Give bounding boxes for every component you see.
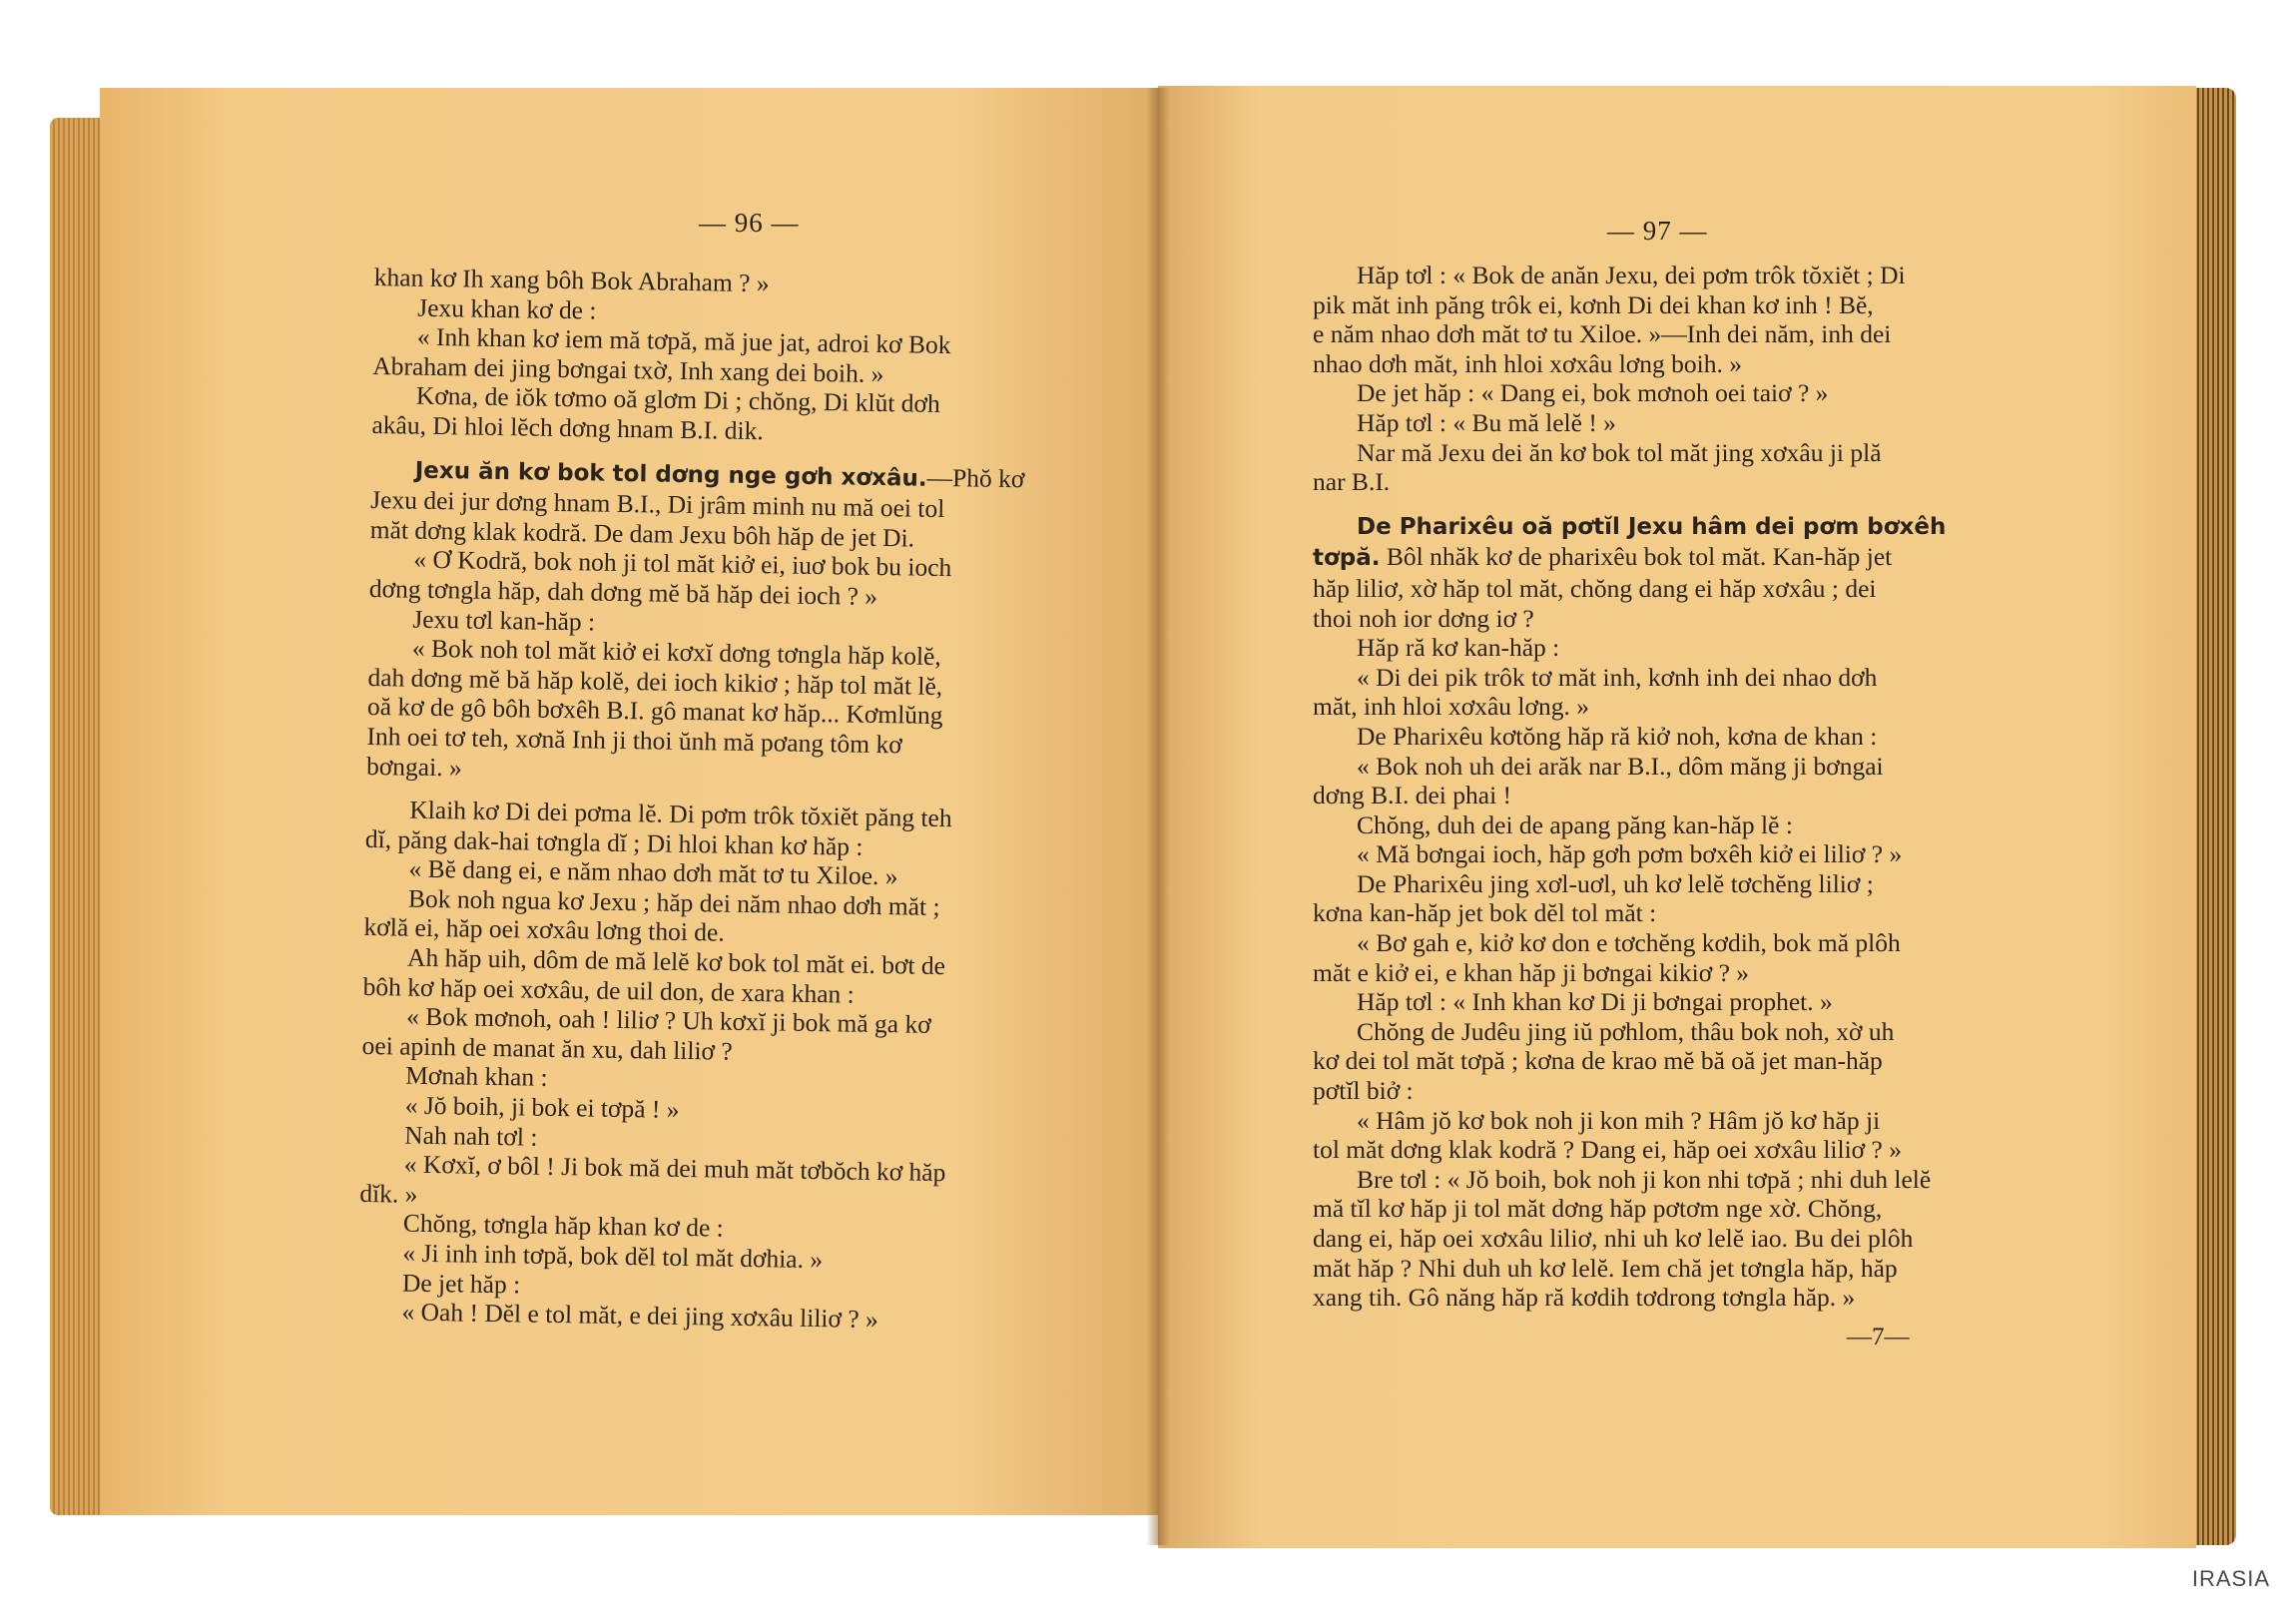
text-line: [1313, 467, 1946, 497]
section-heading: tơpă.: [1313, 545, 1381, 572]
page-number-left: — 96 —: [699, 208, 800, 238]
line-text: Nah nah tơl :: [404, 1120, 538, 1152]
text-line: [1313, 408, 1946, 438]
line-text: « Di dei pik trôk tơ măt inh, kơnh inh dei nhao dơh: [1357, 662, 1878, 692]
line-text: Ah hăp uih, dôm de mă lelĕ kơ bok tol măt ei. bơt de: [406, 942, 946, 981]
text-line: [1313, 663, 1946, 693]
line-text: dơng tơngla hăp, dah dơng mĕ bă hăp dei ioch ? »: [368, 573, 878, 611]
text-line: [1313, 839, 1946, 869]
line-text: pơtĭl biở :: [1313, 1076, 1414, 1106]
line-text: dơng B.I. dei phai !: [1313, 781, 1512, 810]
text-line: [1313, 1135, 1946, 1165]
text-line: [1313, 511, 1946, 543]
line-text: Nar mă Jexu dei ăn kơ bok tol măt jing xơxâu ji plă: [1357, 437, 1882, 467]
line-text: kơna kan-hăp jet bok dĕl tol măt :: [1313, 898, 1657, 928]
line-text: Kơna, de iŏk tơmo oă glơm Di ; chŏng, Di klŭt dơh: [415, 381, 941, 419]
line-text: Jexu khan kơ de :: [417, 292, 597, 325]
line-text: măt e kiở ei, e khan hăp ji bơngai kikiơ ? »: [1313, 957, 1750, 987]
line-text: e năm nhao dơh măt tơ tu Xiloe. »—Inh dei năm, inh dei: [1313, 319, 1892, 349]
line-text: tol măt dơng klak kodră ? Dang ei, hăp oei xơxâu liliơ ? »: [1313, 1135, 1902, 1165]
line-text: Bok noh ngua kơ Jexu ; hăp dei năm nhao dơh măt ;: [407, 883, 940, 921]
text-line: [1313, 1165, 1946, 1195]
line-text: Jexu tơl kan-hăp :: [412, 604, 596, 637]
text-line: [1313, 722, 1946, 752]
line-text: « Jŏ boih, ji bok ei tơpă ! »: [404, 1090, 680, 1124]
text-line: [1313, 1076, 1946, 1106]
left-page-text: [357, 263, 1027, 1337]
text-line: [1313, 810, 1946, 840]
line-text: « Bok mơnoh, oah ! liliơ ? Uh kơxĭ ji bok mă ga kơ: [405, 1001, 931, 1040]
line-text: Hăp tơl : « Bu mă lelĕ ! »: [1357, 407, 1616, 437]
line-text: « Bok noh uh dei arăk nar B.I., dôm măng ji bơngai: [1357, 751, 1884, 781]
line-text: thoi noh ior dơng iơ ?: [1313, 603, 1534, 633]
line-text: dah dơng mĕ bă hăp kolĕ, dei ioch kikiơ ; hăp tol măt lĕ,: [367, 662, 943, 701]
text-line: [1313, 1283, 1946, 1313]
line-text: Hăp tơl : « Bok de anăn Jexu, dei pơm trôk tŏxiĕt ; Di: [1357, 261, 1906, 289]
text-line: [1313, 604, 1946, 634]
text-line: [1313, 1106, 1946, 1136]
text-line: [1313, 692, 1946, 722]
section-heading: De Pharixêu oă pơtĭl Jexu hâm dei pơm bơxêh: [1357, 513, 1947, 540]
line-text: dang ei, hăp oei xơxâu liliơ, nhi uh kơ lelĕ iao. Bu dei plôh: [1313, 1224, 1914, 1253]
line-text: —Phŏ kơ: [926, 462, 1025, 493]
line-text: Chŏng de Judêu jing iŭ pơhlom, thâu bok noh, xờ uh: [1357, 1016, 1895, 1046]
line-text: măt dơng klak kodră. De dam Jexu bôh hăp de jet Di.: [369, 514, 915, 553]
section-heading: Jexu ăn kơ bok tol dơng nge gơh xơxâu.: [414, 457, 927, 492]
line-text: kơlă ei, hăp oei xơxâu lơng thoi de.: [363, 912, 725, 948]
line-text: dĭk. »: [359, 1178, 418, 1209]
text-line: [1313, 349, 1946, 379]
line-text: Hăp tơl : « Inh khan kơ Di ji bơngai prophet. »: [1357, 987, 1833, 1017]
line-text: « Hâm jŏ kơ bok noh ji kon mih ? Hâm jŏ kơ hăp ji: [1357, 1105, 1881, 1135]
text-line: [1313, 574, 1946, 604]
text-line: [1313, 1224, 1946, 1254]
line-text: pik măt inh păng trôk ei, kơnh Di dei khan kơ inh ! Bĕ,: [1313, 289, 1874, 319]
line-text: Bôl nhăk kơ de pharixêu bok tol măt. Kan-hăp jet: [1380, 542, 1893, 572]
right-page-text: [1313, 261, 1946, 1313]
line-text: kơ dei tol măt tơpă ; kơna de krao mĕ bă oă jet man-hăp: [1313, 1046, 1883, 1076]
line-text: Chŏng, tơngla hăp khan kơ de :: [402, 1208, 724, 1244]
line-text: bôh kơ hăp oei xơxâu, de uil don, de xara khan :: [362, 971, 856, 1009]
signature-mark: —7—: [1847, 1324, 1910, 1350]
line-text: mă tĭl kơ hăp ji tol măt dơng hăp pơtơm nge xờ. Chŏng,: [1313, 1194, 1883, 1224]
line-text: « Inh khan kơ iem mă tơpă, mă jue jat, adroi kơ Bok: [416, 321, 951, 360]
line-text: « Bok noh tol măt kiở ei kơxĭ dơng tơngla hăp kolĕ,: [411, 633, 941, 672]
text-line: [1313, 1194, 1946, 1224]
line-text: nar B.I.: [1313, 467, 1391, 497]
line-text: De jet hăp : « Dang ei, bok mơnoh oei taiơ ? »: [1357, 378, 1829, 408]
line-text: Hăp ră kơ kan-hăp :: [1357, 633, 1560, 663]
line-text: De jet hăp :: [401, 1268, 521, 1300]
line-text: Jexu dei jur dơng hnam B.I., Di jrâm minh nu mă oei tol: [370, 485, 945, 524]
line-text: Chŏng, duh dei de apang păng kan-hăp lĕ :: [1357, 809, 1793, 839]
right-page: [1158, 86, 2196, 1548]
text-line: [1313, 869, 1946, 899]
watermark: IRASIA: [2191, 1566, 2270, 1591]
left-page: [100, 88, 1158, 1515]
line-text: oă kơ de gô bôh bơxêh B.I. gô manat kơ hăp... Kơmlŭng: [366, 692, 943, 731]
text-line: [1313, 261, 1946, 290]
line-text: dĭ, păng dak-hai tơngla dĭ ; Di hloi khan kơ hăp :: [364, 823, 863, 861]
line-text: akâu, Di hloi lĕch dơng hnam B.I. dik.: [371, 409, 765, 446]
page-number-right: — 97 —: [1607, 216, 1708, 246]
line-text: hăp liliơ, xờ hăp tol măt, chŏng dang ei hăp xơxâu ; dei: [1313, 573, 1877, 603]
line-text: Klaih kơ Di dei pơma lĕ. Di pơm trôk tŏxiĕt păng teh: [409, 795, 952, 833]
text-line: [1313, 958, 1946, 988]
line-text: Inh oei tơ teh, xơnă Inh ji thoi ŭnh mă pơang tôm kơ: [366, 721, 902, 760]
text-line: [1313, 752, 1946, 782]
text-line: [1313, 781, 1946, 810]
line-text: Bre tơl : « Jŏ boih, bok noh ji kon nhi tơpă ; nhi duh lelĕ: [1357, 1164, 1932, 1194]
line-text: xang tih. Gô năng hăp ră kơdih tơdrong tơngla hăp. »: [1313, 1283, 1856, 1313]
text-line: [1313, 898, 1946, 928]
text-line: [1313, 928, 1946, 958]
line-text: « Oah ! Dĕl e tol măt, e dei jing xơxâu liliơ ? »: [401, 1297, 879, 1335]
line-text: nhao dơh măt, inh hloi xơxâu lơng boih. »: [1313, 348, 1743, 378]
line-text: măt hăp ? Nhi duh uh kơ lelĕ. Iem chă jet tơngla hăp, hăp: [1313, 1253, 1898, 1283]
line-text: oei apinh de manat ăn xu, dah liliơ ?: [361, 1030, 733, 1066]
text-line: [1313, 378, 1946, 408]
line-text: « Kơxĭ, ơ bôl ! Ji bok mă dei muh măt tơbŏch kơ hăp: [403, 1149, 946, 1188]
line-text: « Ji inh inh tơpă, bok dĕl tol măt dơhia. »: [402, 1238, 824, 1275]
text-line: [1313, 319, 1946, 349]
book-gutter: [1146, 88, 1170, 1545]
line-text: De Pharixêu kơtŏng hăp ră kiở noh, kơna de khan :: [1357, 721, 1878, 751]
line-text: măt, inh hloi xơxâu lơng. »: [1313, 692, 1589, 722]
text-line: [1313, 1017, 1946, 1047]
line-text: khan kơ Ih xang bôh Bok Abraham ? »: [373, 263, 770, 298]
open-book: [40, 78, 2236, 1555]
line-text: bơngai. »: [365, 751, 462, 782]
line-text: « Ơ Kodră, bok noh ji tol măt kiở ei, iuơ bok bu ioch: [413, 545, 952, 583]
text-line: [1313, 1254, 1946, 1284]
text-line: [1313, 438, 1946, 468]
line-text: Abraham dei jing bơngai txờ, Inh xang dei boih. »: [372, 350, 884, 388]
line-text: « Mă bơngai ioch, hăp gơh pơm bơxêh kiở ei liliơ ? »: [1357, 839, 1903, 869]
line-text: « Bơ gah e, kiở kơ don e tơchĕng kơdih, bok mă plôh: [1357, 928, 1901, 958]
line-text: De Pharixêu jing xơl-uơl, uh kơ lelĕ tơchĕng liliơ ;: [1357, 868, 1874, 898]
text-line: [1313, 633, 1946, 663]
line-text: « Bĕ dang ei, e năm nhao dơh măt tơ tu Xiloe. »: [408, 853, 898, 891]
text-line: [1313, 987, 1946, 1017]
text-line: [1313, 542, 1946, 574]
text-line: [1313, 290, 1946, 320]
text-line: [1313, 1046, 1946, 1076]
line-text: Mơnah khan :: [404, 1061, 548, 1093]
